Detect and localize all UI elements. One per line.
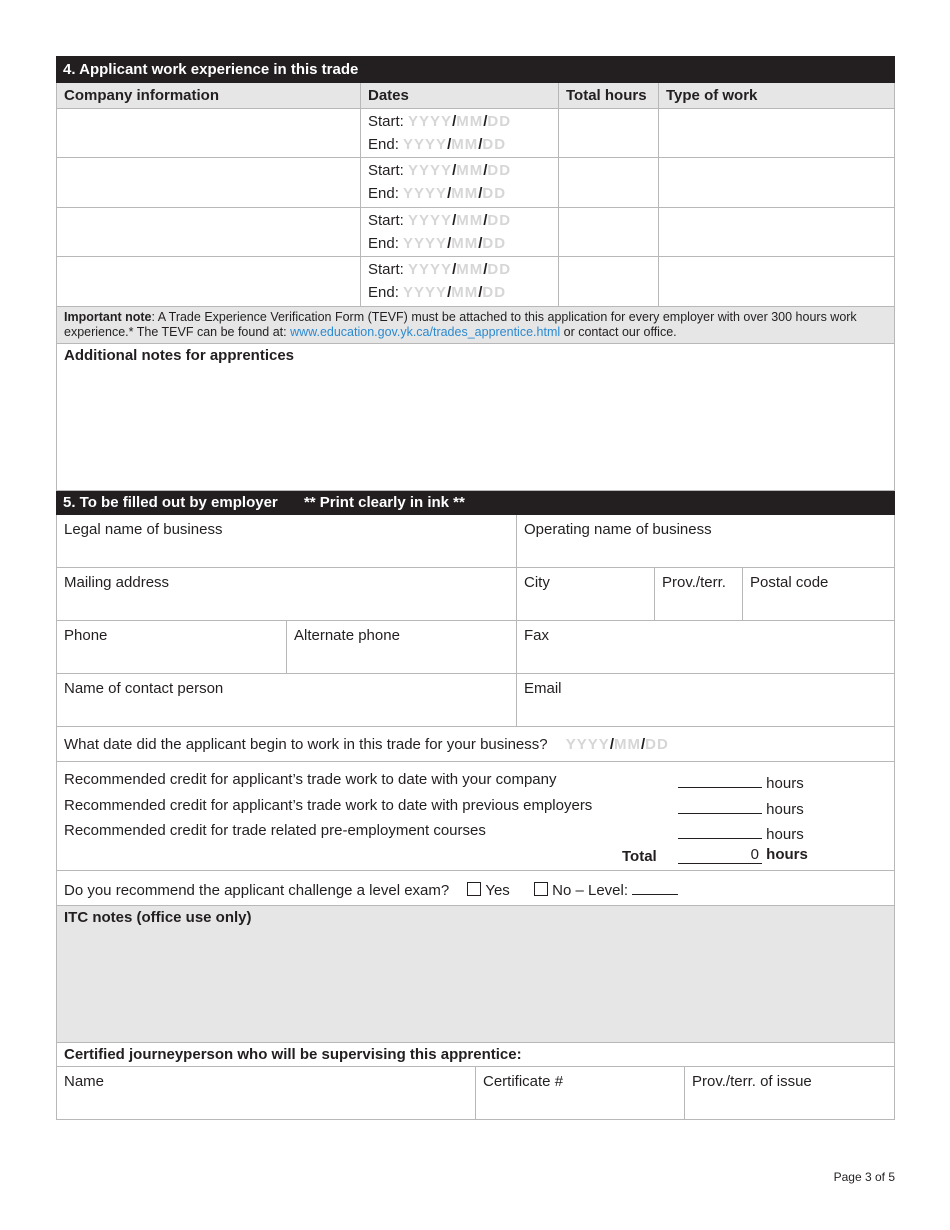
date-separator: /	[483, 212, 488, 229]
credit-1-hours: hours	[766, 775, 804, 792]
note-text-1: : A Trade Experience Verification Form (TEVF) must be attached to this application for every employer with over 300 hours work	[151, 310, 857, 324]
month-placeholder: MM	[456, 113, 484, 130]
month-placeholder: MM	[451, 284, 479, 301]
credit-row-3	[64, 822, 884, 843]
date-separator: /	[452, 162, 457, 179]
postal-code-label: Postal code	[750, 574, 829, 591]
start-date-input[interactable]	[368, 258, 551, 281]
date-separator: /	[478, 284, 483, 301]
date-separator: /	[478, 185, 483, 202]
end-date-input[interactable]	[368, 133, 551, 156]
start-label: Start:	[368, 212, 404, 229]
month-placeholder: MM	[456, 162, 484, 179]
start-date-row	[56, 727, 895, 762]
no-level-label: No – Level:	[552, 882, 629, 899]
section-5-header	[56, 491, 895, 515]
jp-prov-label: Prov./terr. of issue	[692, 1073, 812, 1090]
day-placeholder: DD	[482, 185, 507, 202]
credit-3-label: Recommended credit for trade related pre-employment courses	[64, 822, 486, 839]
day-placeholder: DD	[482, 136, 507, 153]
type-of-work-input[interactable]	[659, 109, 895, 158]
start-label: Start:	[368, 261, 404, 278]
month-placeholder: MM	[451, 235, 479, 252]
year-placeholder: YYYY	[403, 235, 448, 252]
date-separator: /	[447, 284, 452, 301]
date-separator: /	[478, 136, 483, 153]
no-checkbox[interactable]	[534, 882, 548, 896]
year-placeholder: YYYY	[408, 212, 453, 229]
credit-row-1	[64, 771, 884, 792]
city-label: City	[524, 574, 550, 591]
mailing-address-label: Mailing address	[64, 574, 170, 591]
journeyperson-heading-text: Certified journeyperson who will be supervising this apprentice:	[64, 1046, 522, 1063]
yes-label: Yes	[485, 882, 510, 899]
additional-notes-label: Additional notes for apprentices	[64, 347, 295, 364]
credit-2-label: Recommended credit for applicant’s trade work to date with previous employers	[64, 797, 593, 814]
legal-name-field[interactable]	[56, 515, 517, 568]
col-type-of-work: Type of work	[659, 83, 895, 109]
credits-block	[56, 762, 895, 871]
col-dates: Dates	[361, 83, 559, 109]
company-info-input[interactable]	[56, 109, 361, 158]
month-placeholder: MM	[456, 261, 484, 278]
day-placeholder: DD	[487, 113, 512, 130]
total-value: 0	[750, 846, 759, 863]
challenge-exam-row	[56, 871, 895, 906]
type-of-work-input[interactable]	[659, 208, 895, 257]
day-placeholder: DD	[482, 284, 507, 301]
day-placeholder: DD	[645, 736, 669, 753]
operating-name-label: Operating name of business	[524, 521, 712, 538]
start-date-input[interactable]	[368, 159, 551, 182]
day-placeholder: DD	[487, 162, 512, 179]
yes-checkbox[interactable]	[467, 882, 481, 896]
date-separator: /	[478, 235, 483, 252]
section-5-title: 5. To be filled out by employer	[63, 494, 278, 511]
dates-cell	[361, 158, 559, 208]
total-hours-input[interactable]	[559, 257, 659, 307]
fax-field[interactable]	[517, 621, 895, 674]
end-date-input[interactable]	[368, 182, 551, 205]
phone-label: Phone	[64, 627, 108, 644]
month-placeholder: MM	[456, 212, 484, 229]
dates-cell	[361, 109, 559, 158]
legal-name-label: Legal name of business	[64, 521, 223, 538]
type-of-work-input[interactable]	[659, 257, 895, 307]
alternate-phone-label: Alternate phone	[294, 627, 400, 644]
credit-1-label: Recommended credit for applicant’s trade work to date with your company	[64, 771, 557, 788]
year-placeholder: YYYY	[403, 185, 448, 202]
end-label: End:	[368, 185, 399, 202]
date-separator: /	[447, 235, 452, 252]
start-label: Start:	[368, 113, 404, 130]
start-label: Start:	[368, 162, 404, 179]
credit-2-hours: hours	[766, 801, 804, 818]
section-5-subtitle: ** Print clearly in ink **	[303, 494, 465, 511]
year-placeholder: YYYY	[403, 136, 448, 153]
prov-terr-label: Prov./terr.	[662, 574, 726, 591]
fax-label: Fax	[524, 627, 550, 644]
company-info-input[interactable]	[56, 257, 361, 307]
credit-3-input[interactable]	[678, 822, 762, 839]
additional-notes-box[interactable]	[56, 344, 895, 491]
section-4-header	[56, 56, 895, 83]
month-placeholder: MM	[451, 136, 479, 153]
year-placeholder: YYYY	[408, 162, 453, 179]
email-field[interactable]	[517, 674, 895, 727]
important-note	[56, 307, 895, 344]
page-number: Page 3 of 5	[833, 1170, 895, 1184]
total-input[interactable]	[678, 846, 762, 864]
day-placeholder: DD	[487, 212, 512, 229]
type-of-work-input[interactable]	[659, 158, 895, 208]
operating-name-field[interactable]	[517, 515, 895, 568]
jp-name-label: Name	[64, 1073, 105, 1090]
end-date-input[interactable]	[368, 281, 551, 304]
end-label: End:	[368, 136, 399, 153]
col-total-hours: Total hours	[559, 83, 659, 109]
year-placeholder: YYYY	[565, 736, 610, 753]
total-hours-input[interactable]	[559, 109, 659, 158]
phone-field[interactable]	[56, 621, 287, 674]
alternate-phone-field[interactable]	[287, 621, 517, 674]
credit-3-hours: hours	[766, 826, 804, 843]
date-separator: /	[447, 136, 452, 153]
section-4-title: 4. Applicant work experience in this trade	[63, 61, 359, 78]
total-hours-input[interactable]	[559, 158, 659, 208]
jp-name-field[interactable]	[56, 1067, 476, 1120]
note-text-3: or contact our office.	[560, 325, 677, 339]
note-bold: Important note	[64, 310, 152, 324]
tevf-link[interactable]: www.education.gov.yk.ca/trades_apprentice.html	[290, 325, 561, 339]
jp-certificate-label: Certificate #	[483, 1073, 564, 1090]
journeyperson-heading	[56, 1043, 895, 1067]
credit-1-input[interactable]	[678, 771, 762, 788]
company-info-input[interactable]	[56, 158, 361, 208]
credit-row-2	[64, 797, 884, 818]
start-date-question: What date did the applicant begin to work in this trade for your business?	[64, 736, 548, 753]
col-company-information: Company information	[56, 83, 361, 109]
total-hours: hours	[766, 846, 808, 863]
date-separator: /	[641, 736, 646, 753]
date-separator: /	[609, 736, 614, 753]
itc-notes-box[interactable]	[56, 906, 895, 1043]
email-label: Email	[524, 680, 562, 697]
contact-person-field[interactable]	[56, 674, 517, 727]
jp-certificate-field[interactable]	[476, 1067, 685, 1120]
month-placeholder: MM	[451, 185, 479, 202]
note-text-2: experience.* The TEVF can be found at:	[64, 325, 291, 339]
jp-prov-field[interactable]	[685, 1067, 895, 1120]
end-label: End:	[368, 235, 399, 252]
start-date-input[interactable]	[368, 110, 551, 133]
day-placeholder: DD	[482, 235, 507, 252]
total-label: Total	[622, 848, 657, 865]
level-input[interactable]	[632, 880, 678, 895]
start-date-input[interactable]	[368, 209, 551, 232]
date-separator: /	[452, 113, 457, 130]
city-field[interactable]	[517, 568, 655, 621]
dates-cell	[361, 257, 559, 307]
company-info-input[interactable]	[56, 208, 361, 257]
challenge-question: Do you recommend the applicant challenge a level exam?	[64, 882, 450, 899]
start-date-input[interactable]	[566, 736, 669, 753]
dates-cell	[361, 208, 559, 257]
month-placeholder: MM	[614, 736, 641, 753]
date-separator: /	[452, 212, 457, 229]
mailing-address-field[interactable]	[56, 568, 517, 621]
date-separator: /	[483, 162, 488, 179]
year-placeholder: YYYY	[403, 284, 448, 301]
date-separator: /	[452, 261, 457, 278]
credit-2-input[interactable]	[678, 797, 762, 814]
date-separator: /	[483, 261, 488, 278]
day-placeholder: DD	[487, 261, 512, 278]
end-date-input[interactable]	[368, 232, 551, 255]
date-separator: /	[447, 185, 452, 202]
end-label: End:	[368, 284, 399, 301]
total-hours-input[interactable]	[559, 208, 659, 257]
date-separator: /	[483, 113, 488, 130]
contact-person-label: Name of contact person	[64, 680, 224, 697]
postal-code-field[interactable]	[743, 568, 895, 621]
year-placeholder: YYYY	[408, 113, 453, 130]
year-placeholder: YYYY	[408, 261, 453, 278]
itc-notes-label: ITC notes (office use only)	[64, 909, 252, 926]
prov-terr-field[interactable]	[655, 568, 743, 621]
